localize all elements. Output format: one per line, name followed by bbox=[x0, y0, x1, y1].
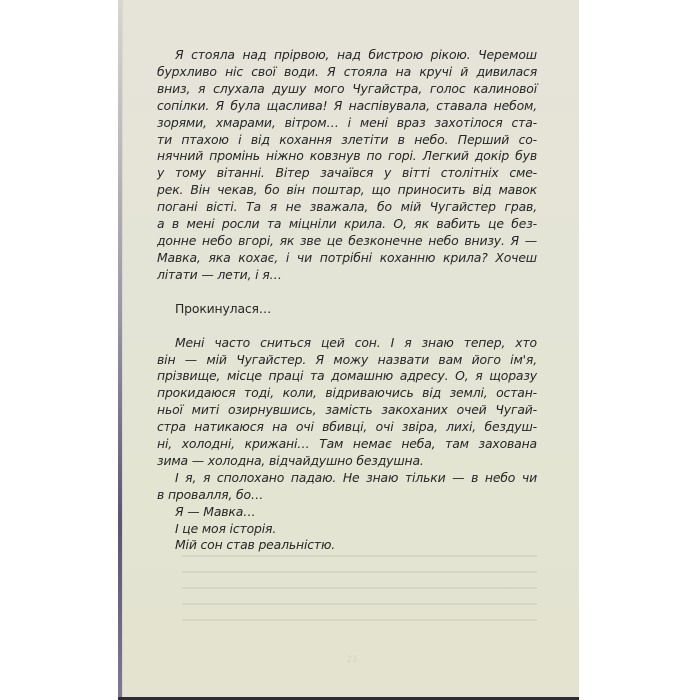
text-line: Мій сон став реальністю. bbox=[175, 537, 336, 553]
text-line: донне небо вгорі, як зве це безконечне небо внизу. Я — bbox=[157, 232, 537, 248]
page-number: 21 bbox=[346, 655, 358, 665]
text-line: ньої миті озирнувшись, замість закоханих очей Чугай- bbox=[157, 402, 537, 418]
text-line: Прокинулася… bbox=[175, 300, 272, 316]
text-line: в провалля, бо… bbox=[157, 486, 264, 502]
text-line: ти птахою і від кохання злетіти в небо. Перший со- bbox=[157, 131, 537, 147]
text-line: погані вісті. Та я не зважала, бо мій Чугайстер грав, bbox=[157, 199, 537, 215]
text-line: сопілки. Я була щаслива! Я наспівувала, ставала небом, bbox=[157, 97, 537, 113]
text-line: Я стояла над прірвою, над бистрою рікою. Черемош bbox=[175, 47, 537, 62]
text-line: вниз, я слухала душу мого Чугайстра, голос калинової bbox=[157, 80, 537, 96]
text-line: нячний промінь ніжно ковзнув по горі. Легкий докір був bbox=[157, 148, 537, 164]
paragraph-falling bbox=[157, 470, 537, 504]
paragraph-story bbox=[157, 521, 537, 538]
text-line: стра натикаюся на очі вбивці, очі звіра, лихі, бездуш- bbox=[157, 419, 537, 435]
text-line: І це моя історія. bbox=[175, 520, 277, 536]
text-line: а в мені росли та міцніли крила. О, як вабить це без- bbox=[157, 216, 537, 232]
paragraph-woke-up bbox=[157, 301, 537, 318]
text-line: прізвище, місце праці та домашню адресу. О, я щоразу bbox=[157, 368, 537, 384]
text-line: рек. Він чекав, бо він поштар, що приносить від мавок bbox=[157, 182, 537, 198]
paragraph-reality bbox=[157, 537, 537, 554]
text-line: він — мій Чугайстер. Я можу назвати вам його ім'я, bbox=[157, 351, 537, 367]
text-line: ні, холодні, крижані… Там немає неба, там захована bbox=[157, 436, 537, 452]
paragraph-recurring-dream bbox=[157, 335, 537, 470]
text-line: І я, я сполохано падаю. Не знаю тільки — в небо чи bbox=[175, 469, 537, 485]
text-line: Мені часто сниться цей сон. І я знаю тепер, хто bbox=[175, 334, 537, 350]
paragraph-dream bbox=[157, 47, 537, 284]
text-line: зорями, хмарами, вітром… і мені враз захотілося ста- bbox=[157, 114, 537, 130]
text-line: літати — лети, і я… bbox=[157, 266, 282, 282]
text-line: прокидаюся тоді, коли, відриваючись від землі, остан- bbox=[157, 385, 537, 401]
page-body-text bbox=[157, 47, 537, 554]
text-line: Я — Мавка… bbox=[175, 503, 256, 519]
text-line: бурхливо ніс свої води. Я стояла на кручі й дивилася bbox=[157, 63, 537, 79]
text-line: у тому вітанні. Вітер зачаївся у вітті столітніх сме- bbox=[157, 165, 537, 181]
text-line: зима — холодна, відчайдушно бездушна. bbox=[157, 452, 424, 468]
bleed-through-text bbox=[182, 555, 537, 635]
text-line: Мавка, яка кохає, і чи потрібні коханню крила? Хочеш bbox=[157, 249, 537, 265]
paragraph-mavka bbox=[157, 504, 537, 521]
